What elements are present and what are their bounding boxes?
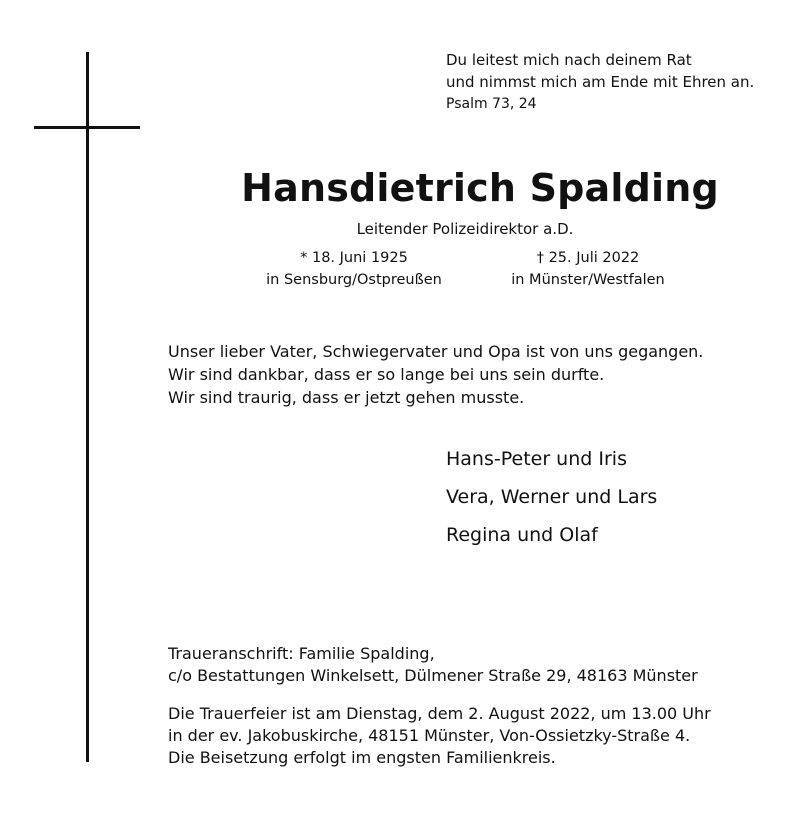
verse-reference: Psalm 73, 24 [446,96,537,112]
birth-info [224,247,484,291]
family-members [446,440,657,554]
birth-date: * 18. Juni 1925 [300,250,408,266]
ceremony-line: Die Beisetzung erfolgt im engsten Familienkreis. [168,748,556,767]
address-line: c/o Bestattungen Winkelsett, Dülmener Straße 29, 48163 Münster [168,666,698,685]
condolence-address [168,643,698,687]
family-line: Vera, Werner und Lars [446,486,658,508]
message-line: Wir sind traurig, dass er jetzt gehen musste. [168,388,525,407]
family-line: Hans-Peter und Iris [446,448,627,470]
verse-line: Du leitest mich nach deinem Rat [446,51,692,69]
verse-line: und nimmst mich am Ende mit Ehren an. [446,73,755,91]
birth-place: in Sensburg/Ostpreußen [266,272,442,288]
message-line: Wir sind dankbar, dass er so lange bei uns sein durfte. [168,365,605,384]
funeral-details [168,703,711,769]
cross-vertical-bar [86,52,89,762]
family-line: Regina und Olaf [446,524,598,546]
death-place: in Münster/Westfalen [511,272,665,288]
deceased-title: Leitender Polizeidirektor a.D. [356,220,574,238]
death-info [458,247,718,291]
mourning-message [168,340,703,409]
deceased-name: Hansdietrich Spalding [241,166,719,210]
message-line: Unser lieber Vater, Schwiegervater und Opa ist von uns gegangen. [168,342,704,361]
bible-verse [446,49,754,93]
ceremony-line: Die Trauerfeier ist am Dienstag, dem 2. August 2022, um 13.00 Uhr [168,704,711,723]
cross-horizontal-bar [34,126,140,129]
ceremony-line: in der ev. Jakobuskirche, 48151 Münster, Von-Ossietzky-Straße 4. [168,726,691,745]
address-line: Traueranschrift: Familie Spalding, [168,644,435,663]
death-date: † 25. Juli 2022 [536,250,640,266]
